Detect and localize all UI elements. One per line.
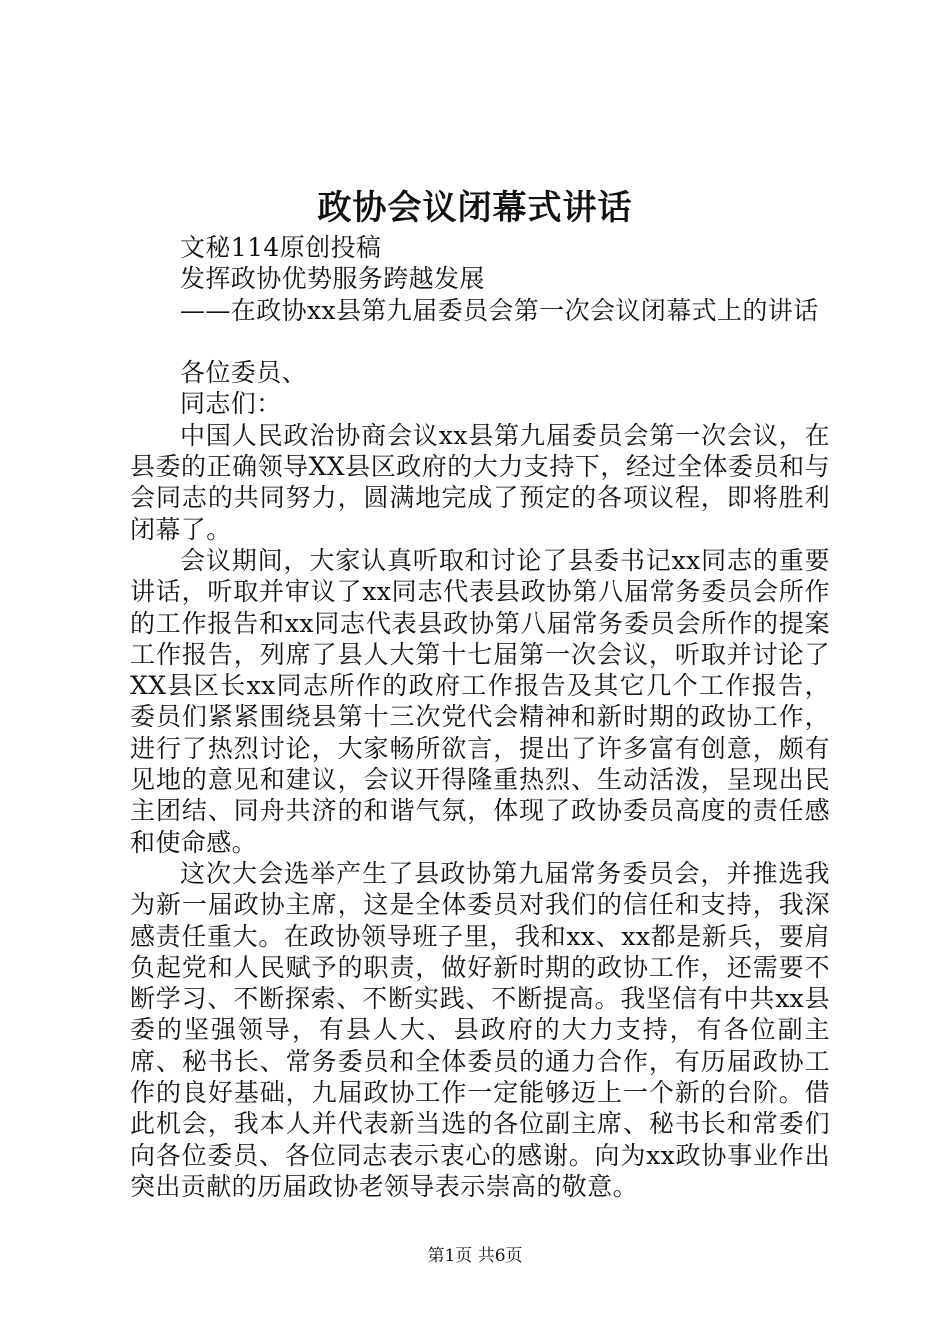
document-body: [130, 232, 830, 1202]
paragraph: 中国人民政治协商会议xx县第九届委员会第一次会议，在县委的正确领导XX县区政府的大力支持下，经过全体委员和与会同志的共同努力，圆满地完成了预定的各项议程，即将胜利闭幕了。: [130, 420, 830, 544]
paragraph: 会议期间，大家认真听取和讨论了县委书记xx同志的重要讲话，听取并审议了xx同志代表县政协第八届常务委员会所作的工作报告和xx同志代表县政协第八届常务委员会所作的提案工作报告，列席了县人大第十七届第一次会议，听取并讨论了XX县区长xx同志所作的政府工作报告及其它几个工作报告，委员们紧紧围绕县第十三次党代会精神和新时期的政协工作，进行了热烈讨论，大家畅所欲言，提出了许多富有创意，颇有见地的意见和建议，会议开得隆重热烈、生动活泼，呈现出民主团结、同舟共济的和谐气氛，体现了政协委员高度的责任感和使命感。: [130, 545, 830, 857]
speech-subtitle: 发挥政协优势服务跨越发展: [180, 264, 485, 294]
salutation-line-1: 各位委员、: [180, 358, 308, 388]
source-line: 文秘114原创投稿: [180, 233, 382, 262]
speech-occasion: ——在政协xx县第九届委员会第一次会议闭幕式上的讲话: [180, 295, 819, 325]
page-number-footer: 第1页 共6页: [427, 1246, 523, 1266]
salutation-line-2: 同志们：: [180, 389, 282, 419]
blank-line: [130, 326, 830, 357]
document-title: 政协会议闭幕式讲话: [317, 188, 633, 228]
paragraph: 这次大会选举产生了县政协第九届常务委员会，并推选我为新一届政协主席，这是全体委员对我们的信任和支持，我深感责任重大。在政协领导班子里，我和xx、xx都是新兵，要肩负起党和人民赋予的职责，做好新时期的政协工作，还需要不断学习、不断探索、不断实践、不断提高。我坚信有中共xx县委的坚强领导，有县人大、县政府的大力支持，有各位副主席、秘书长、常务委员和全体委员的通力合作，有历届政协工作的良好基础，九届政协工作一定能够迈上一个新的台阶。借此机会，我本人并代表新当选的各位副主席、秘书长和常委们向各位委员、各位同志表示衷心的感谢。向为xx政协事业作出突出贡献的历届政协老领导表示崇高的敬意。: [130, 858, 830, 1201]
